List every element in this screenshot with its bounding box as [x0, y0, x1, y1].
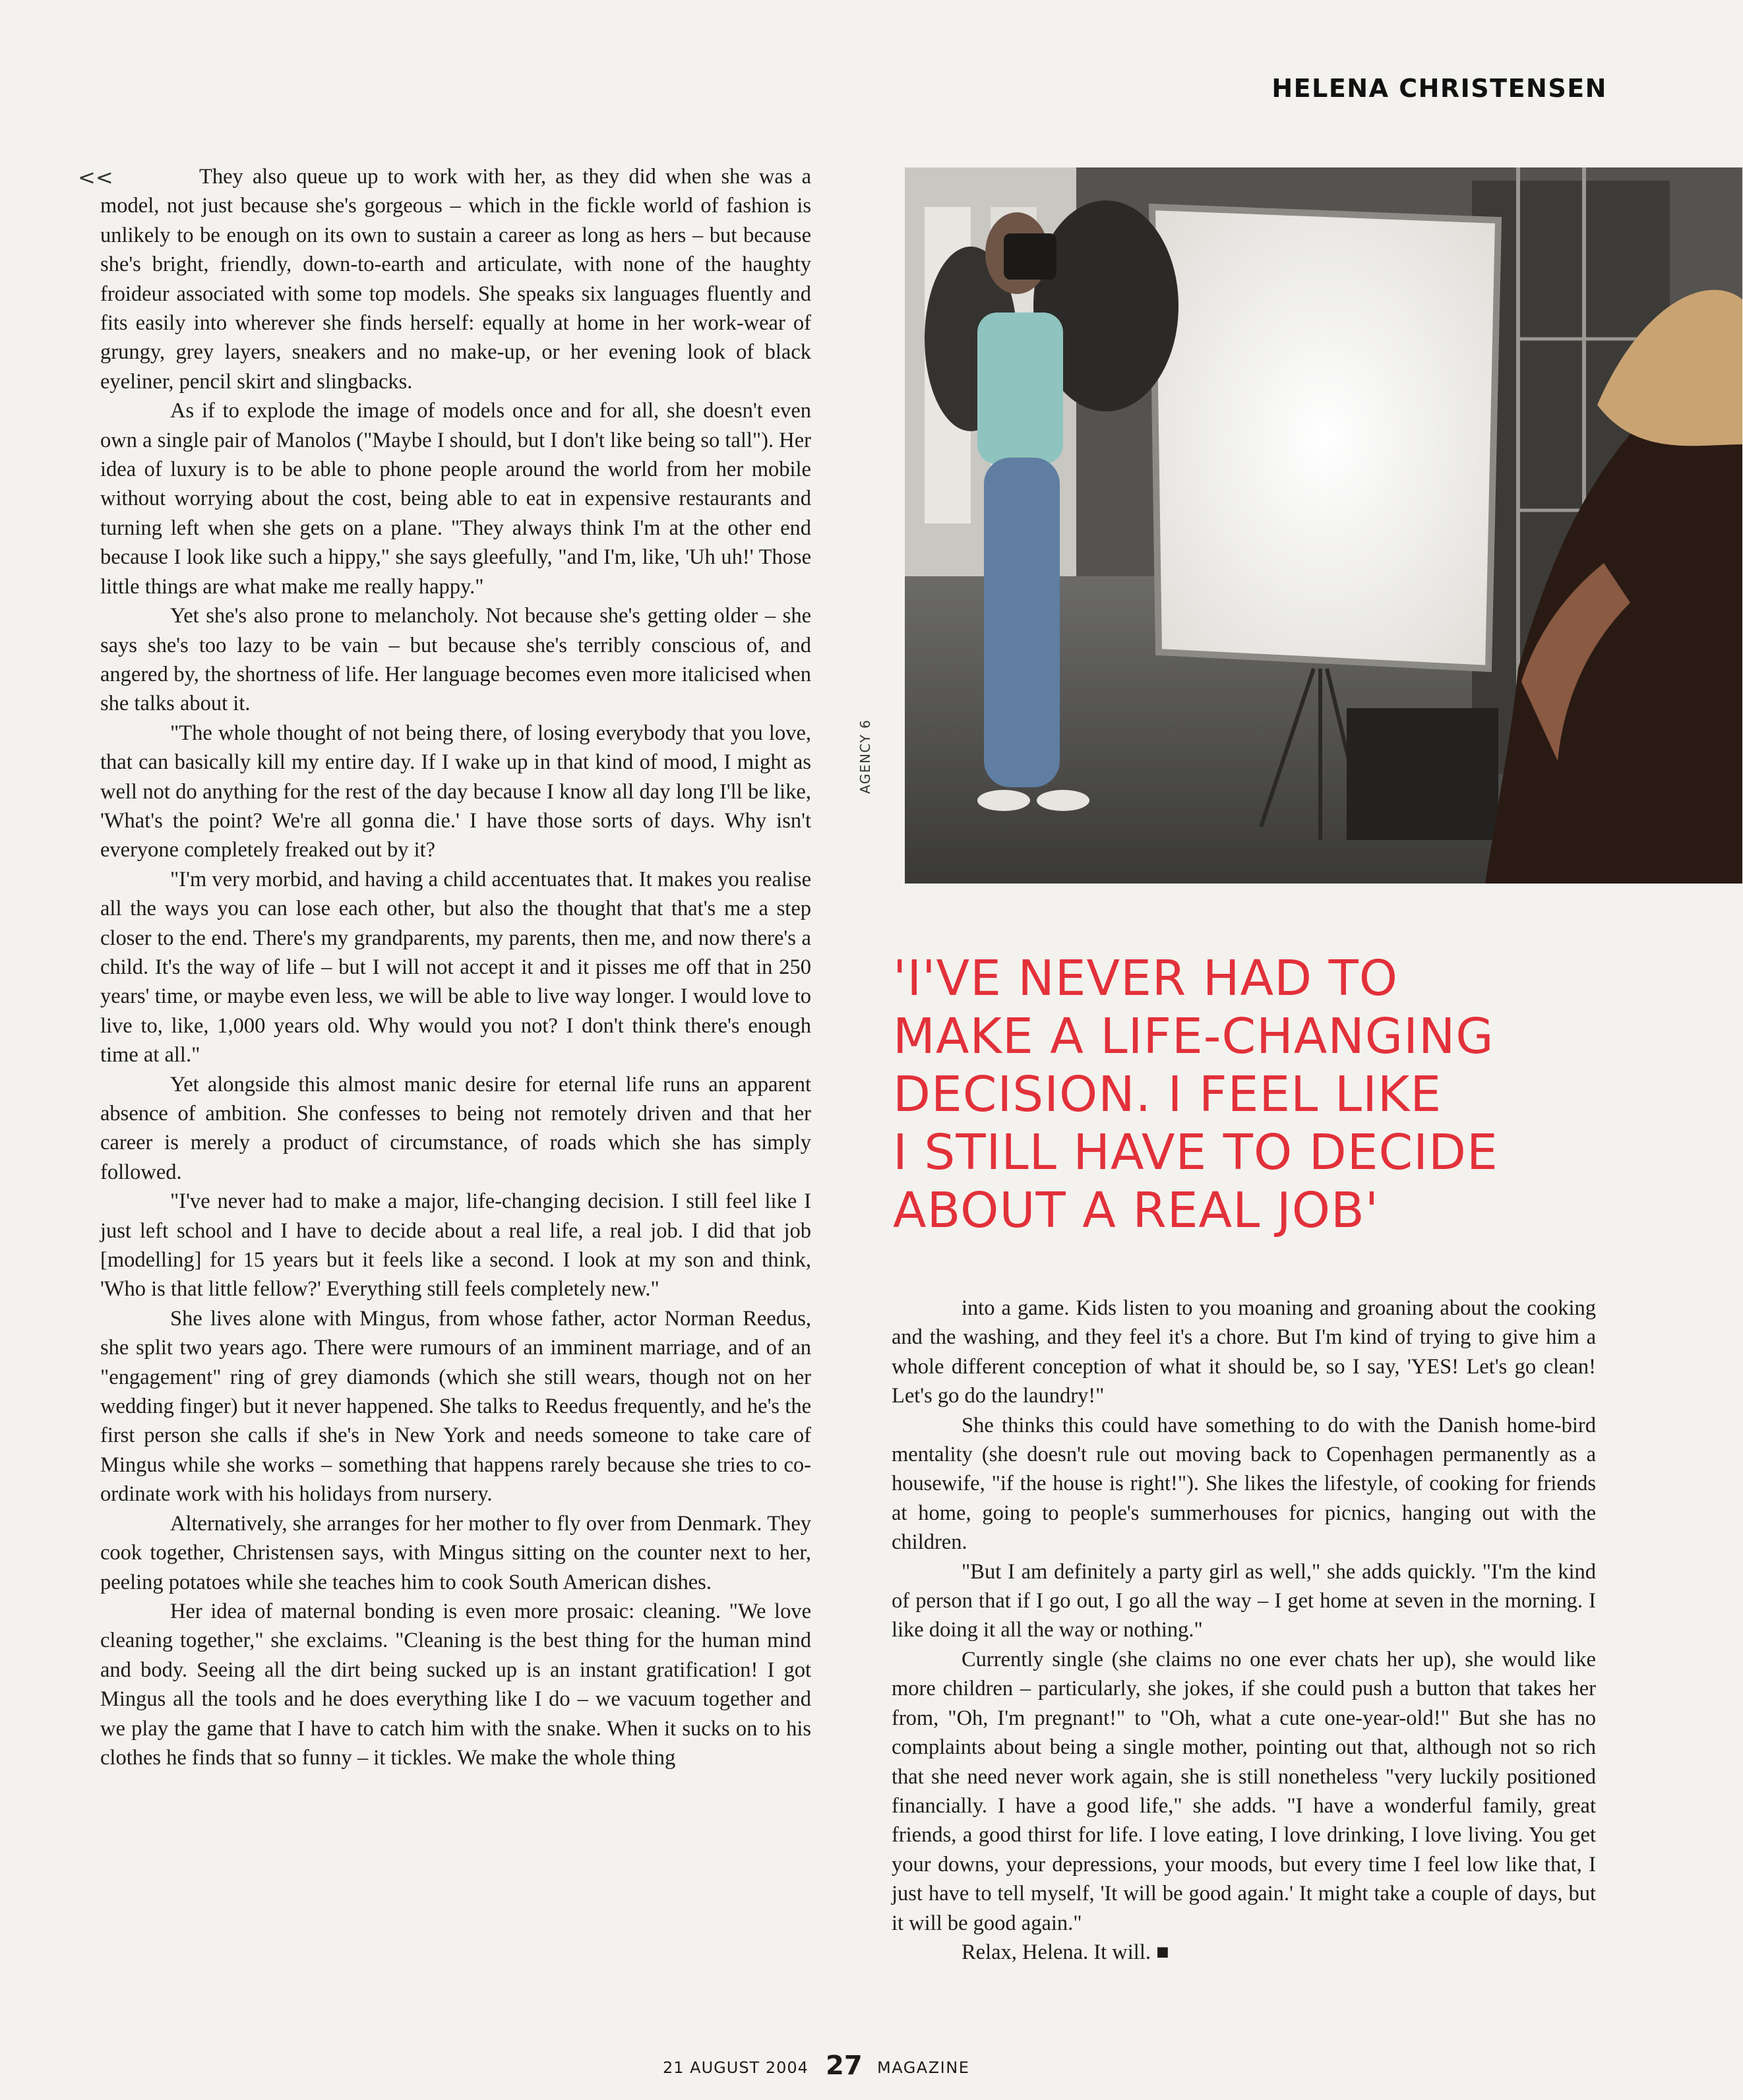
pull-quote-line: 'I'VE NEVER HAD TO: [893, 950, 1399, 1007]
article-paragraph: "The whole thought of not being there, of losing everybody that you love, that can basically kill my entire day. If I wake up in that kind of mood, I might as well not do anything for the rest of the day because I know all day long I'll be like, 'What's the point? We're all gonna die.' I have those sorts of days. Why isn't everyone completely freaked out by it?: [100, 721, 811, 862]
article-left-column: [100, 162, 811, 1772]
article-photo: [905, 167, 1742, 884]
article-paragraph: They also queue up to work with her, as they did when she was a model, not just because she's gorgeous – which in the fickle world of fashion is unlikely to be enough on its own to sustain a career as long as hers – but because she's bright, friendly, down-to-earth and articulate, with none of the haughty froideur associated with some top models. She speaks six languages fluently and fits easily into wherever she finds herself: equally at home in her work-wear of grungy, grey layers, sneakers and no make-up, or her evening look of black eyeliner, pencil skirt and slingbacks.: [100, 165, 811, 394]
article-paragraph: "I'm very morbid, and having a child accentuates that. It makes you realise all the ways you can lose each other, but also the thought that that's me a step closer to the end. There's my grandparents, my parents, then me, and now there's a child. It's the way of life – but I will not accept it and it pisses me off that in 250 years' time, or maybe even less, we will be able to live way longer. I would love to live to, like, 1,000 years old. Why would you not? I don't think there's enough time at all.": [100, 867, 811, 1067]
article-paragraph: "I've never had to make a major, life-changing decision. I still feel like I just left school and I have to decide about a real life, a real job. I did that job [modelling] for 15 years but it feels like a second. I look at my son and think, 'Who is that little fellow?' Everything still feels completely new.": [100, 1189, 811, 1302]
article-paragraph: "But I am definitely a party girl as well," she adds quickly. "I'm the kind of person that if I go out, I go all the way – I get home at seven in the morning. I like doing it all the way or nothing.": [892, 1559, 1596, 1642]
article-paragraph: Yet she's also prone to melancholy. Not because she's getting older – she says she's too lazy to be vain – but because she's terribly conscious of, and angered by, the shortness of life. Her language becomes even more italicised when she talks about it.: [100, 604, 811, 716]
page-header-title: HELENA CHRISTENSEN: [1271, 74, 1607, 103]
pull-quote-line: ABOUT A REAL JOB': [893, 1182, 1380, 1239]
photo-credit: AGENCY 6: [857, 719, 873, 794]
issue-date: 21 AUGUST 2004: [663, 2058, 809, 2077]
article-paragraph: She lives alone with Mingus, from whose father, actor Norman Reedus, she split two years ago. There were rumours of an imminent marriage, and of an "engagement" ring of grey diamonds (which she still wears, though not on her wedding finger) but it never happened. She talks to Reedus frequently, and he's the first person she calls if she's in New York and needs someone to take care of Mingus while she works – something that happens rarely because she tries to co-ordinate work with his holidays from nursery.: [100, 1306, 811, 1507]
article-paragraph: Currently single (she claims no one ever chats her up), she would like more children – particularly, she jokes, if she could push a button that takes her from, "Oh, I'm pregnant!" to "Oh, what a cute one-year-old!" But she has no complaints about being a single mother, pointing out that, although not so rich that she need never work again, she is still nonetheless "very luckily positioned financially. I have a good life," she adds. "I have a wonderful family, great friends, a good thirst for life. I love eating, I love drinking, I love living. You get your downs, your depressions, your moods, but every time I feel low like that, I just have to tell myself, 'It will be good again.' It might take a couple of days, but it will be good again.": [892, 1647, 1596, 1935]
pull-quote-line: DECISION. I FEEL LIKE: [893, 1066, 1442, 1123]
article-paragraph: She thinks this could have something to do with the Danish home-bird mentality (she doesn't rule out moving back to Copenhagen permanently as a housewife, "if the house is right!"). She likes the lifestyle, of cooking for friends at home, going to people's summerhouses for picnics, hanging out with the children.: [892, 1413, 1596, 1555]
article-paragraph: Alternatively, she arranges for her mother to fly over from Denmark. They cook together, Christensen says, with Mingus sitting on the counter next to her, peeling potatoes while she teaches him to cook South American dishes.: [100, 1511, 811, 1594]
pull-quote-line: MAKE A LIFE-CHANGING: [893, 1008, 1494, 1065]
article-right-column: [892, 1294, 1596, 1967]
article-paragraph: As if to explode the image of models once and for all, she doesn't even own a single pair of Manolos ("Maybe I should, but I don't like being so tall"). Her idea of luxury is to be able to phone people around the world from her mobile without worrying about the cost, being able to eat in expensive restaurants and turning left when she gets on a plane. "They always think I'm at the other end because I look like such a hippy," she says gleefully, "and I'm, like, 'Uh uh!' Those little things are what make me really happy.": [100, 399, 811, 599]
continuation-marker: <<: [78, 165, 113, 190]
pull-quote: [893, 949, 1684, 1240]
page-number: 27: [826, 2051, 863, 2081]
article-paragraph: Relax, Helena. It will. ■: [962, 1940, 1169, 1964]
section-name: MAGAZINE: [877, 2058, 970, 2077]
article-paragraph: Yet alongside this almost manic desire for eternal life runs an apparent absence of ambition. She confesses to being not remotely driven and that her career is merely a product of circumstance, of roads which she has simply followed.: [100, 1072, 811, 1184]
article-paragraph: into a game. Kids listen to you moaning and groaning about the cooking and the washing, and they feel it's a chore. But I'm kind of trying to give him a whole different conception of what it should be, so I say, 'YES! Let's go clean! Let's go do the laundry!": [892, 1296, 1596, 1408]
article-paragraph: Her idea of maternal bonding is even more prosaic: cleaning. "We love cleaning together," she exclaims. "Cleaning is the best thing for the human mind and body. Seeing all the dirt being sucked up is an instant gratification! I got Mingus all the tools and he does everything like I do – we vacuum together and we play the game that I have to catch him with the snake. When it sucks on to his clothes he finds that so funny – it tickles. We make the whole thing: [100, 1599, 811, 1770]
pull-quote-line: I STILL HAVE TO DECIDE: [893, 1124, 1498, 1181]
